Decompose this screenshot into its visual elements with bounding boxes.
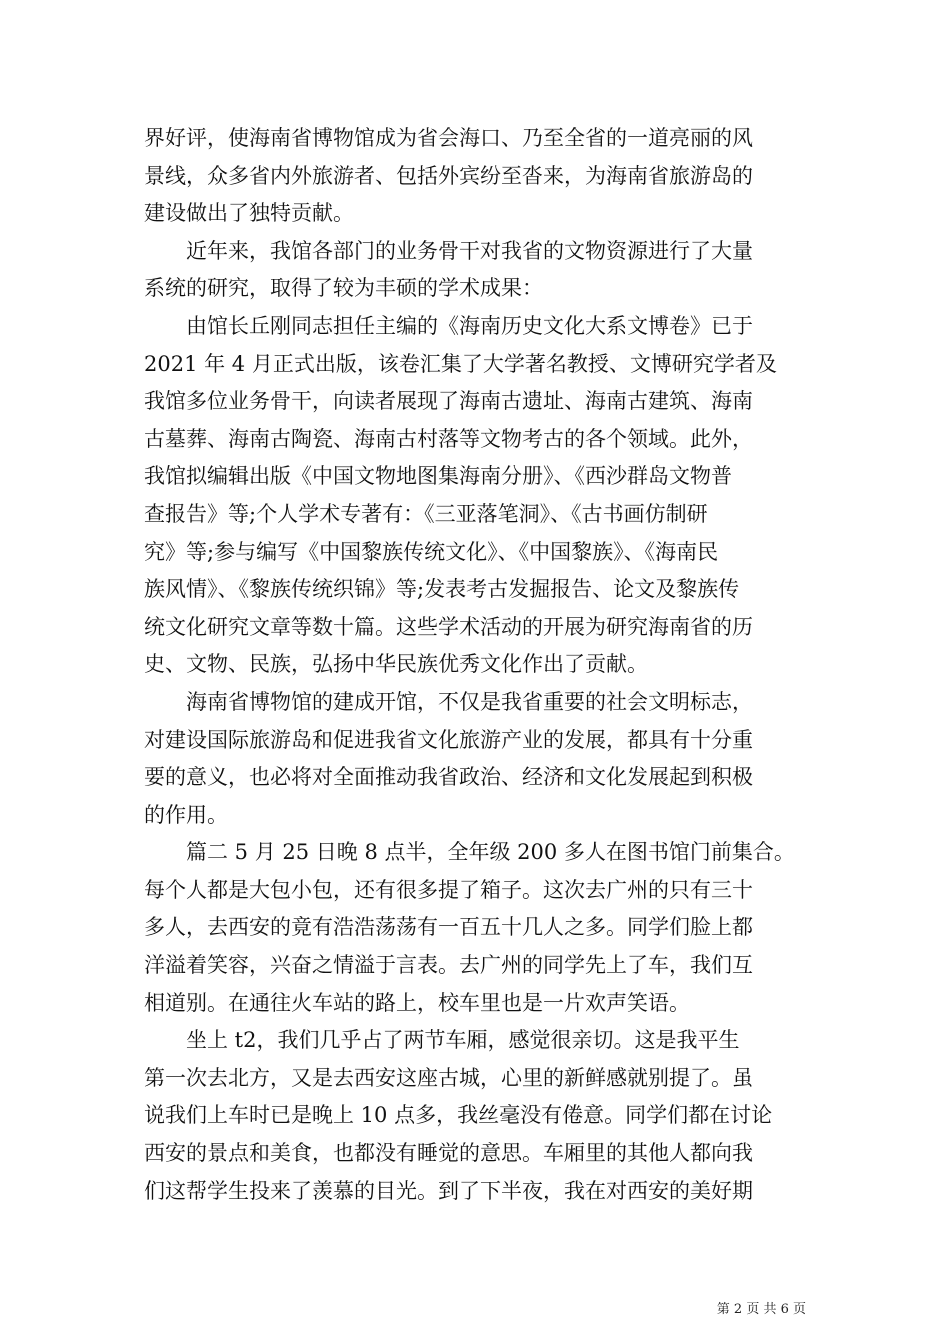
text-line: 每个人都是大包小包，还有很多提了箱子。这次去广州的只有三十 bbox=[144, 877, 753, 902]
text-line: 们这帮学生投来了羡慕的目光。到了下半夜，我在对西安的美好期 bbox=[144, 1178, 753, 1203]
text-line: 坐上 t2，我们几乎占了两节车厢，感觉很亲切。这是我平生 bbox=[186, 1028, 740, 1053]
text-line: 统文化研究文章等数十篇。这些学术活动的开展为研究海南省的历 bbox=[144, 614, 753, 639]
text-line: 篇二 5 月 25 日晚 8 点半，全年级 200 多人在图书馆门前集合。 bbox=[186, 840, 795, 865]
text-line: 第一次去北方，又是去西安这座古城，心里的新鲜感就别提了。虽 bbox=[144, 1065, 753, 1090]
text-line: 相道别。在通往火车站的路上，校车里也是一片欢声笑语。 bbox=[144, 990, 690, 1015]
text-line: 古墓葬、海南古陶瓷、海南古村落等文物考古的各个领域。此外， bbox=[144, 426, 753, 451]
text-line: 族风情》、《黎族传统织锦》等;发表考古发掘报告、论文及黎族传 bbox=[144, 577, 740, 602]
text-line: 我馆拟编辑出版《中国文物地图集海南分册》、《西沙群岛文物普 bbox=[144, 464, 732, 489]
text-line: 究》等;参与编写《中国黎族传统文化》、《中国黎族》、《海南民 bbox=[144, 539, 719, 564]
text-line: 说我们上车时已是晚上 10 点多，我丝毫没有倦意。同学们都在讨论 bbox=[144, 1103, 773, 1128]
body-text bbox=[144, 120, 809, 1210]
text-line: 界好评，使海南省博物馆成为省会海口、乃至全省的一道亮丽的风 bbox=[144, 126, 753, 150]
text-line: 洋溢着笑容，兴奋之情溢于言表。去广州的同学先上了车，我们互 bbox=[144, 953, 753, 978]
text-line: 我馆多位业务骨干，向读者展现了海南古遗址、海南古建筑、海南 bbox=[144, 389, 753, 414]
page-number: 第 2 页 共 6 页 bbox=[716, 1302, 806, 1317]
text-line: 查报告》等;个人学术专著有：《三亚落笔洞》、《古书画仿制研 bbox=[144, 501, 708, 526]
text-line: 对建设国际旅游岛和促进我省文化旅游产业的发展，都具有十分重 bbox=[144, 727, 753, 752]
text-line: 海南省博物馆的建成开馆，不仅是我省重要的社会文明标志， bbox=[186, 689, 753, 714]
text-line: 建设做出了独特贡献。 bbox=[144, 201, 354, 226]
text-line: 近年来，我馆各部门的业务骨干对我省的文物资源进行了大量 bbox=[186, 238, 753, 263]
text-line: 系统的研究，取得了较为丰硕的学术成果： bbox=[144, 276, 543, 301]
text-line: 史、文物、民族，弘扬中华民族优秀文化作出了贡献。 bbox=[144, 652, 648, 677]
text-line: 2021 年 4 月正式出版，该卷汇集了大学著名教授、文博研究学者及 bbox=[144, 351, 777, 376]
text-line: 西安的景点和美食，也都没有睡觉的意思。车厢里的其他人都向我 bbox=[144, 1141, 753, 1166]
text-line: 由馆长丘刚同志担任主编的《海南历史文化大系文博卷》已于 bbox=[186, 313, 753, 338]
text-line: 多人，去西安的竟有浩浩荡荡有一百五十几人之多。同学们脸上都 bbox=[144, 915, 753, 940]
text-line: 要的意义，也必将对全面推动我省政治、经济和文化发展起到积极 bbox=[144, 765, 753, 790]
text-line: 景线，众多省内外旅游者、包括外宾纷至沓来，为海南省旅游岛的 bbox=[144, 163, 753, 188]
text-line: 的作用。 bbox=[144, 802, 228, 827]
